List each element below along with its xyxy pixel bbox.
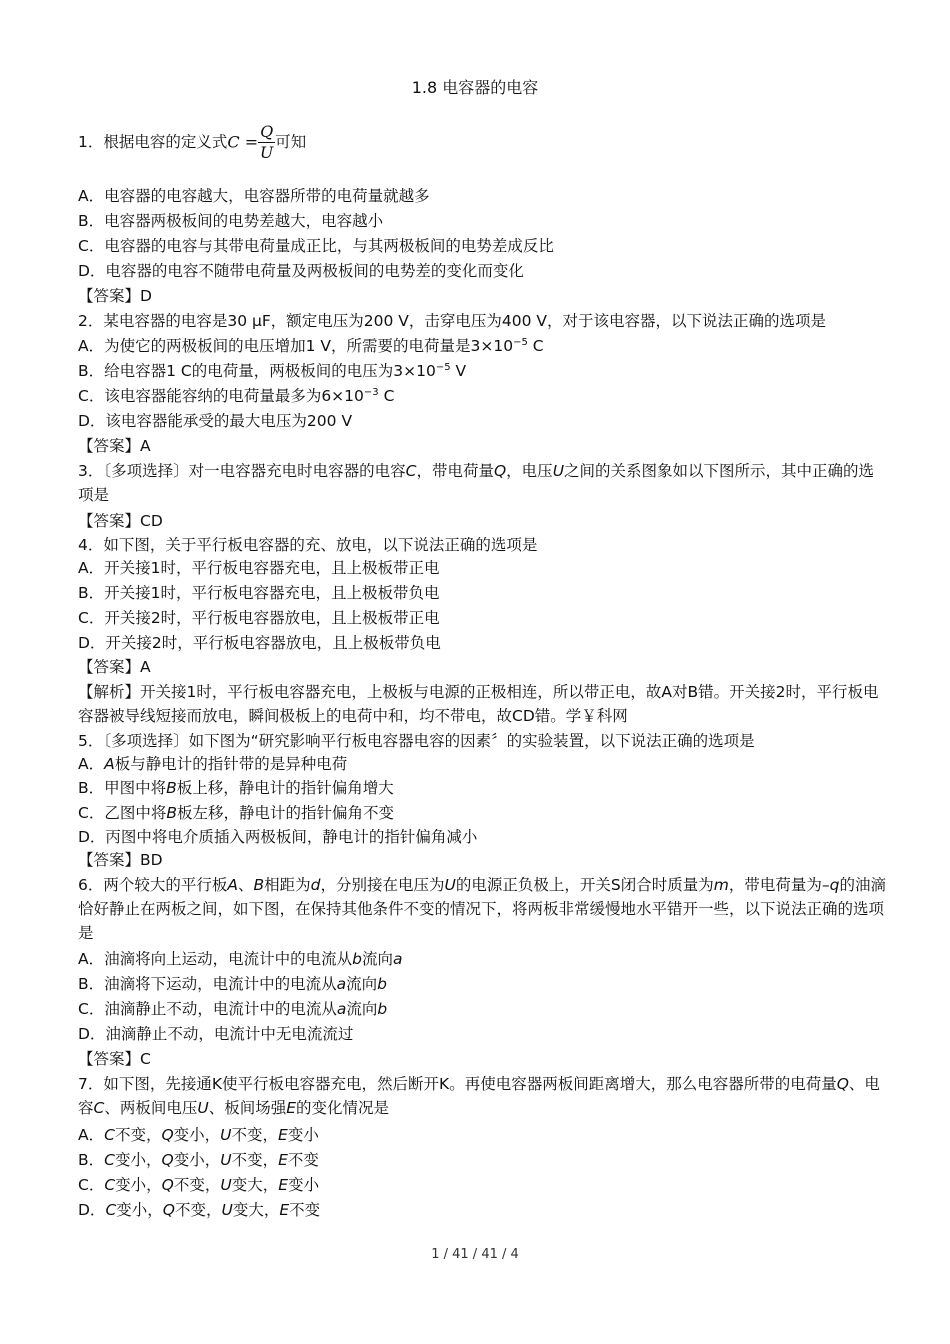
q7-var: E [278, 1126, 288, 1144]
q6-part: ，带电荷量为– [728, 876, 830, 894]
q6-var: m [713, 876, 729, 894]
q2-option-c-text: C．该电容器能容纳的电荷量最多为6×10 [78, 387, 364, 405]
q3-var: Q [493, 462, 507, 480]
q6-part: B．油滴将下运动，电流计中的电流从 [78, 975, 337, 993]
q5-answer: 【答案】BD [78, 851, 163, 869]
q7-part: 变大， [231, 1176, 279, 1194]
q6-part: A．油滴将向上运动，电流计中的电流从 [78, 950, 353, 968]
q7-option-label: C． [78, 1176, 105, 1194]
q1-suffix: 可知 [275, 133, 307, 151]
q2-answer: 【答案】A [78, 437, 151, 455]
q7-part: 变小， [116, 1201, 163, 1219]
q7-var: C [104, 1126, 115, 1144]
q2-option-a-unit: C [527, 337, 544, 355]
q7-var: E [278, 1176, 289, 1194]
q7-part: 、板间场强 [208, 1099, 287, 1117]
q6-part: 的电源正负极上，开关S闭合时质量为 [455, 876, 714, 894]
q7-part: 不变 [289, 1201, 321, 1219]
q3-part: ，电压 [506, 462, 553, 480]
q7-part: 不变， [231, 1151, 279, 1169]
q7-part: 变小 [287, 1126, 319, 1144]
q1-formula-fraction [258, 122, 275, 163]
q1-formula-num: Q [260, 122, 274, 141]
q7-part: 变小， [114, 1151, 162, 1169]
q6-var: a [392, 950, 403, 968]
page-footer: 1 / 41 / 41 / 4 [431, 1247, 519, 1262]
q7-option-label: D． [78, 1201, 106, 1219]
q7-option-label: B． [78, 1151, 105, 1169]
q7-var: E [279, 1201, 290, 1219]
q7-var: C [104, 1176, 116, 1194]
q7-part: 不变， [174, 1201, 222, 1219]
q2-option-a-text: A．为使它的两极板间的电压增加1 V，所需要的电荷量是3×10 [78, 337, 514, 355]
q2-option-a [78, 336, 544, 356]
q6-var: B [253, 876, 265, 894]
q7-part: 、两板间电压 [104, 1099, 198, 1117]
q5-option-c [78, 803, 394, 823]
q7-var: Q [162, 1201, 175, 1219]
q2-option-b-unit: V [450, 362, 467, 380]
q7-stem [78, 1072, 886, 1120]
q7-part: 不变， [231, 1126, 279, 1144]
q6-option-a [78, 949, 402, 969]
q4-option-b: B．开关接1时，平行板电容器充电，且上极板带负电 [78, 584, 440, 602]
q7-var: E [278, 1151, 288, 1169]
q5-var: B [166, 804, 177, 822]
q7-var: C [104, 1151, 115, 1169]
q6-var: a [336, 975, 347, 993]
q2-option-a-exp: −5 [513, 336, 528, 348]
q7-var: U [220, 1126, 232, 1144]
q6-part: 的油滴恰好静止在两板之间，如下图，在保持其他条件不变的情况下，将两板非常缓慢地水平错开一些，以下说法正确的选项是 [78, 876, 886, 942]
q1-formula-den: U [259, 143, 274, 162]
q6-var: q [829, 876, 840, 894]
q7-var: C [93, 1099, 105, 1117]
q4-stem: 4．如下图，关于平行板电容器的充、放电，以下说法正确的选项是 [78, 536, 538, 554]
q6-var: a [336, 1000, 347, 1018]
q7-var: U [220, 1176, 232, 1194]
page-title: 1.8 电容器的电容 [411, 78, 539, 97]
q5-part: C．乙图中将 [78, 804, 167, 822]
q3-var: C [405, 462, 417, 480]
q7-var: U [220, 1151, 232, 1169]
q6-part: 流向 [346, 1000, 378, 1018]
q7-option-label: A． [78, 1126, 105, 1144]
q6-part: 流向 [361, 950, 393, 968]
q2-option-c [78, 386, 394, 406]
q2-option-b-exp: −5 [435, 361, 451, 373]
q7-var: U [197, 1099, 209, 1117]
q7-part: 变小， [173, 1151, 221, 1169]
q5-part: 板上移，静电计的指针偏角增大 [176, 779, 394, 797]
q1-answer: 【答案】D [78, 287, 152, 305]
q6-option-c [78, 999, 387, 1019]
q5-option-a [78, 754, 347, 774]
q4-option-a: A．开关接1时，平行板电容器充电，且上极板带正电 [78, 559, 440, 577]
q1-option-a: A．电容器的电容越大，电容器所带的电荷量就越多 [78, 187, 430, 205]
q2-option-b-text: B．给电容器1 C的电荷量，两极板间的电压为3×10 [78, 362, 436, 380]
q7-part: 、电容 [78, 1075, 880, 1117]
q2-option-b [78, 361, 466, 381]
q7-part: 变小 [288, 1176, 320, 1194]
q7-option-a [78, 1125, 319, 1145]
q5-part: 板与静电计的指针带的是异种电荷 [114, 755, 348, 773]
q6-option-b [78, 974, 387, 994]
q7-var: Q [161, 1126, 174, 1144]
q7-var: E [286, 1099, 297, 1117]
q1-stem [78, 122, 306, 163]
q2-option-c-unit: C [378, 387, 395, 405]
q7-var: C [105, 1201, 117, 1219]
q5-part: B．甲图中将 [78, 779, 167, 797]
q6-var: A [227, 876, 238, 894]
q6-var: d [310, 876, 321, 894]
q2-option-c-exp: −3 [363, 386, 379, 398]
q3-part: 3．〔多项选择〕对一电容器充电时电容器的电容 [78, 462, 406, 480]
q6-part: 、 [237, 876, 254, 894]
q4-answer: 【答案】A [78, 658, 151, 676]
q6-stem [78, 873, 886, 945]
q6-part: 6．两个较大的平行板 [78, 876, 228, 894]
q5-var: A [104, 755, 115, 773]
q7-part: 变大， [232, 1201, 280, 1219]
q7-part: 变小， [115, 1176, 162, 1194]
q7-var: Q [161, 1151, 174, 1169]
q4-option-d: D．开关接2时，平行板电容器放电，且上极板带负电 [78, 634, 441, 652]
q7-part: 的变化情况是 [296, 1099, 390, 1117]
q1-option-c: C．电容器的电容与其带电荷量成正比，与其两极板间的电势差成反比 [78, 237, 554, 255]
q6-var: b [377, 1000, 388, 1018]
q7-option-c [78, 1175, 319, 1195]
q5-var: B [166, 779, 177, 797]
q3-part: 之间的关系图象如以下图所示，其中正确的选项是 [78, 462, 875, 504]
q1-option-b: B．电容器两极板间的电势差越大，电容越小 [78, 212, 384, 230]
q4-analysis: 【解析】开关接1时，平行板电容器充电，上极板与电源的正极相连，所以带正电，故A对B错。开关接2时，平行板电容器被导线短接而放电，瞬间极板上的电荷中和，均不带电，故CD错。学￥科网 [78, 683, 879, 725]
q5-part: 板左移，静电计的指针偏角不变 [176, 804, 394, 822]
q1-prefix: 1．根据电容的定义式 [78, 133, 228, 151]
q7-var: Q [161, 1176, 174, 1194]
q7-var: U [221, 1201, 233, 1219]
q3-stem [78, 459, 886, 507]
q5-option-b [78, 778, 394, 798]
q6-part: ，分别接在电压为 [320, 876, 445, 894]
q6-part: 流向 [346, 975, 378, 993]
q5-option-d: D．丙图中将电介质插入两极板间，静电计的指针偏角减小 [78, 828, 478, 846]
q7-part: 不变 [287, 1151, 319, 1169]
q6-var: U [444, 876, 456, 894]
q6-answer: 【答案】C [78, 1050, 151, 1068]
q6-var: b [352, 950, 362, 968]
q5-stem: 5．〔多项选择〕如下图为“研究影响平行板电容器电容的因素〞的实验装置，以下说法正确的选项是 [78, 732, 755, 750]
q7-option-d [78, 1200, 320, 1220]
q2-stem: 2．某电容器的电容是30 μF，额定电压为200 V，击穿电压为400 V，对于该电容器，以下说法正确的选项是 [78, 312, 827, 330]
q7-part: 7．如下图，先接通K使平行板电容器充电，然后断开K。再使电容器两板间距离增大，那么电容器所带的电荷量 [78, 1075, 837, 1093]
q6-part: C．油滴静止不动，电流计中的电流从 [78, 1000, 337, 1018]
q4-option-c: C．开关接2时，平行板电容器放电，且上极板带正电 [78, 609, 440, 627]
q3-var: U [552, 462, 565, 480]
q7-part: 不变， [114, 1126, 162, 1144]
q6-var: b [377, 975, 387, 993]
q3-answer: 【答案】CD [78, 512, 163, 530]
q3-part: ，带电荷量 [416, 462, 494, 480]
q1-formula-lhs: C = [227, 132, 259, 152]
q7-option-b [78, 1150, 319, 1170]
q2-option-d: D．该电容器能承受的最大电压为200 V [78, 412, 353, 430]
q7-var: Q [836, 1075, 849, 1093]
q6-option-d: D．油滴静止不动，电流计中无电流流过 [78, 1025, 354, 1043]
q6-part: 相距为 [264, 876, 311, 894]
q7-part: 变小， [173, 1126, 221, 1144]
q7-part: 不变， [173, 1176, 221, 1194]
q5-part: A． [78, 755, 105, 773]
q1-option-d: D．电容器的电容不随带电荷量及两极板间的电势差的变化而变化 [78, 262, 524, 280]
